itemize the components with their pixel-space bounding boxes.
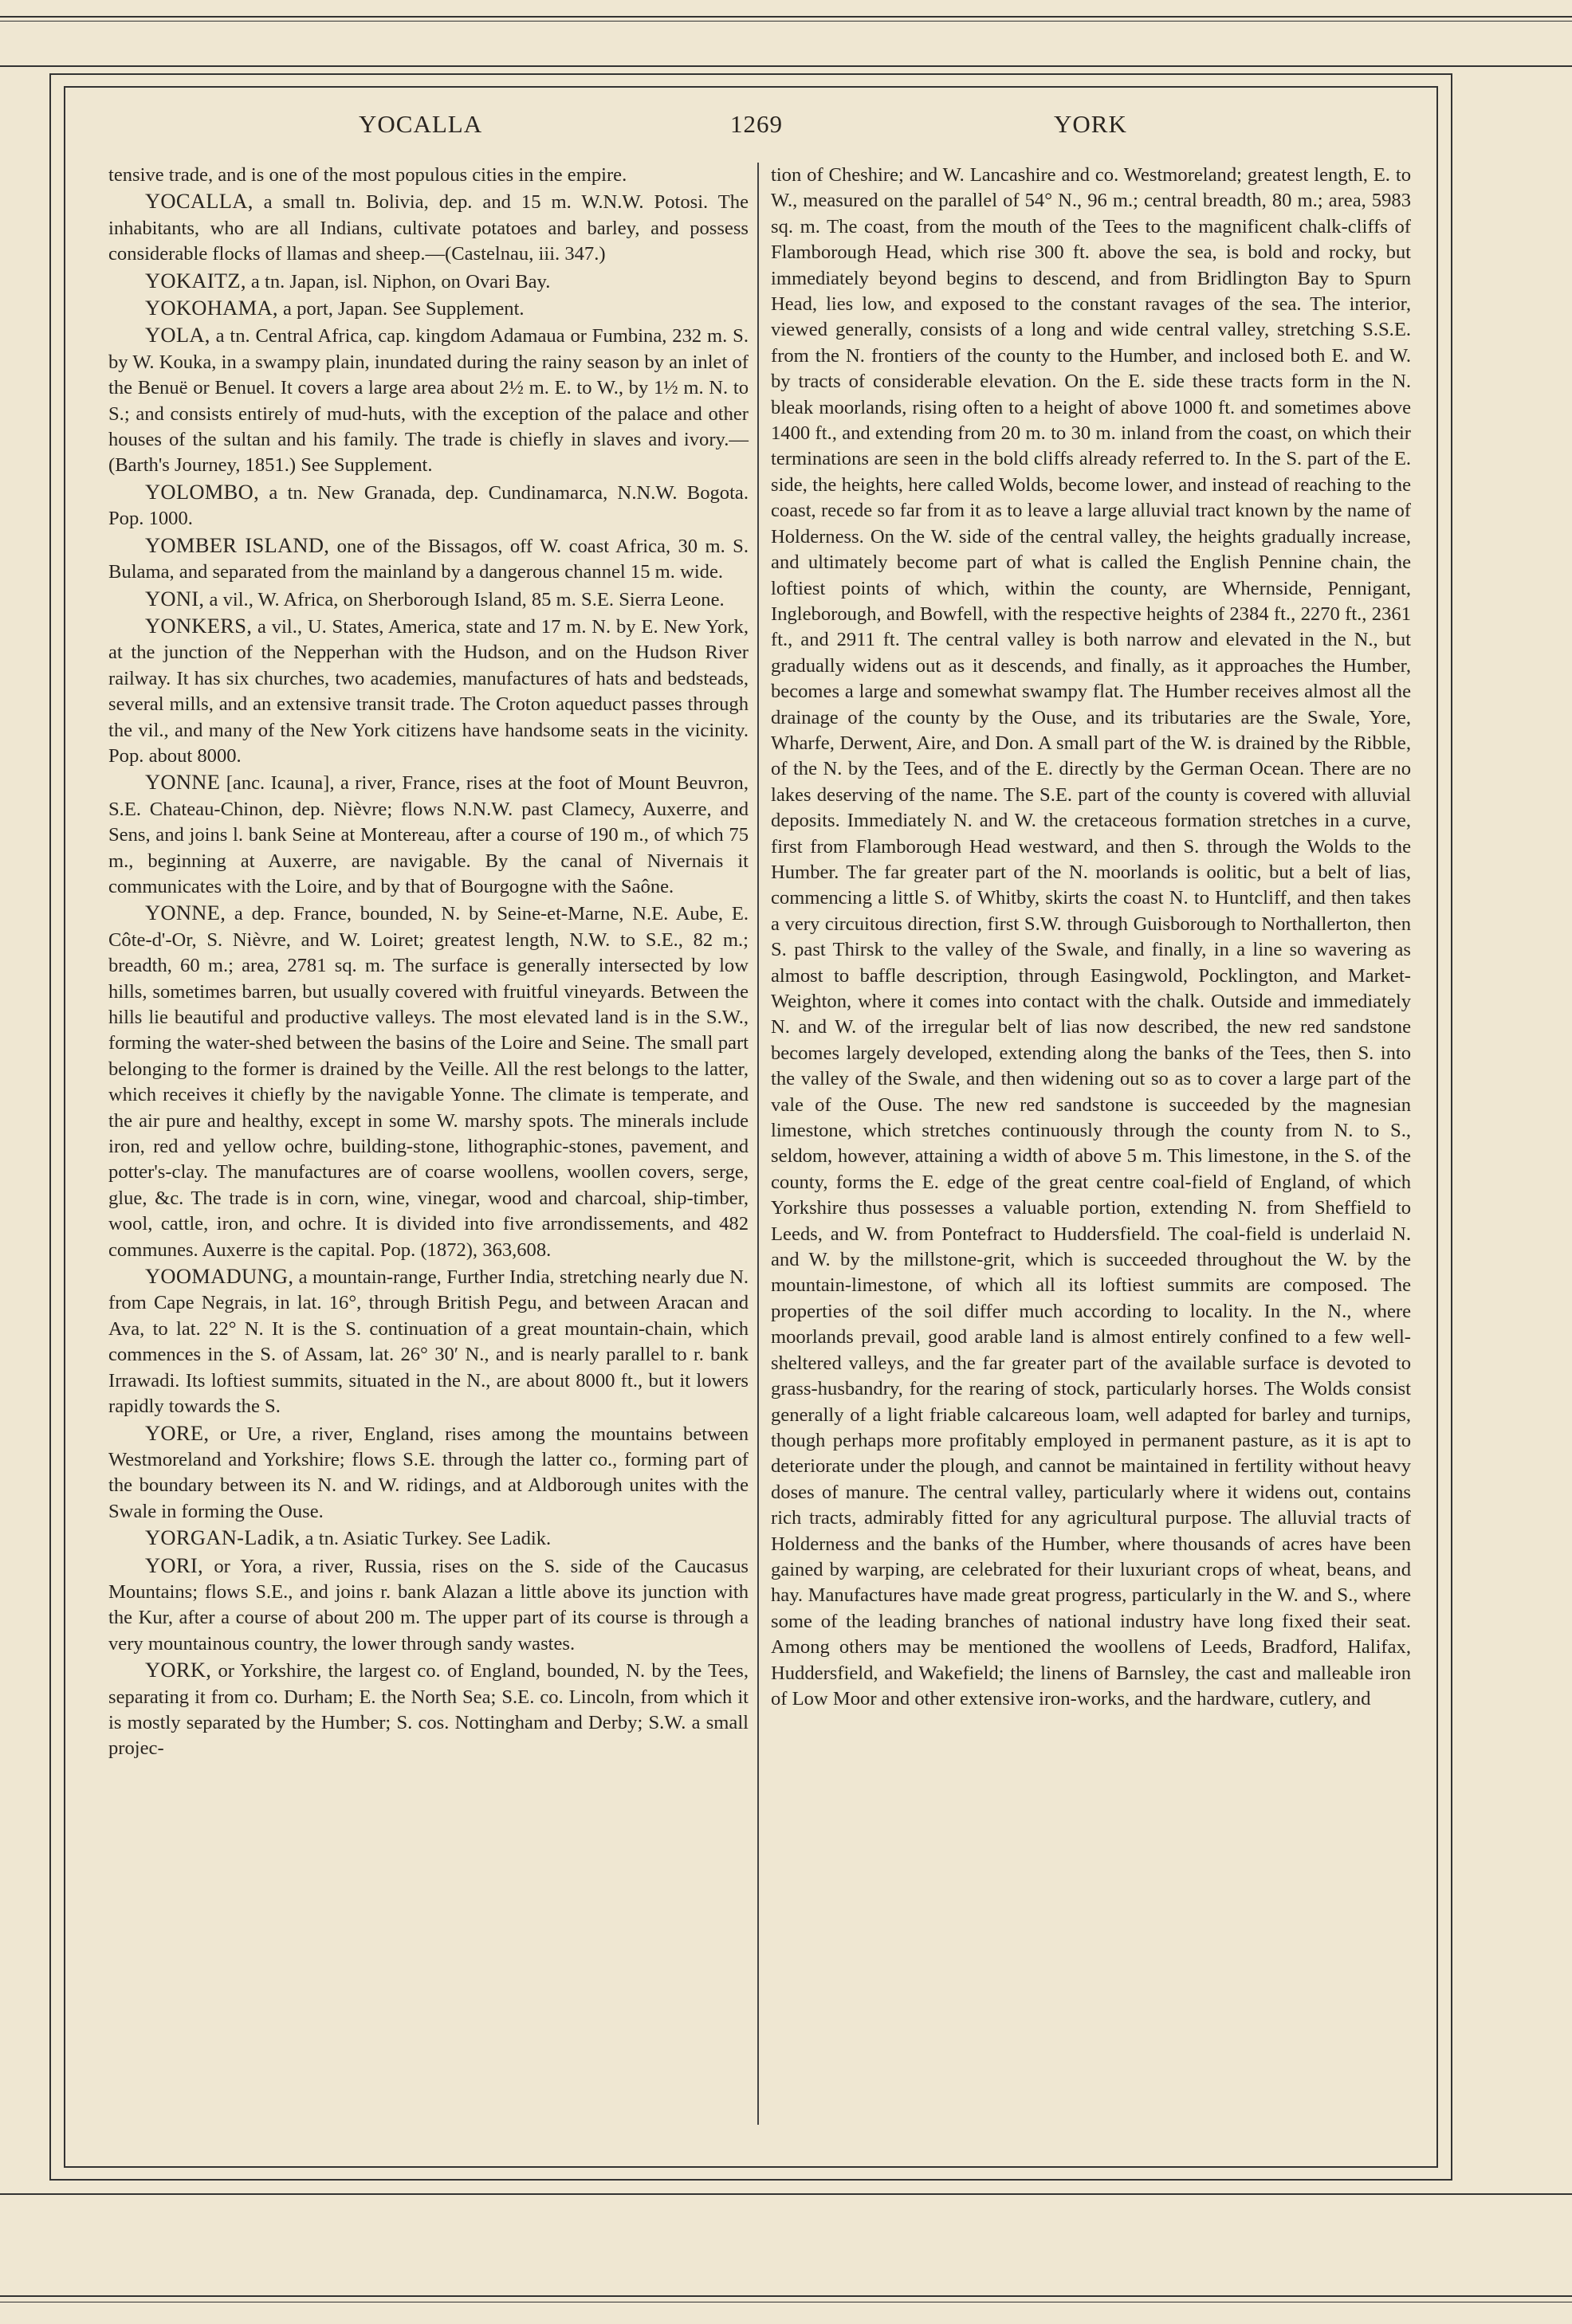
entry-text: a dep. France, bounded, N. by Seine-et-Marne, N.E. Aube, E. Côte-d'-Or, S. Nièvre, and W. Loiret; greatest length, N.W. to S.E., 82 m.; breadth, 60 m.; area, 2781 sq. m. The surface is generally intersected by low hills, sometimes barren, but usually covered with fruitful vineyards. Between the hills lie beautiful and productive valleys. The most elevated land is in the S.W., forming the water-shed between the basins of the Loire and Seine. The small part belonging to the former is drained by the Veille. All the rest belongs to the latter, which receives it chiefly by the navigable Yonne. The climate is temperate, and the air pure and healthy, except in some W. marshy spots. The minerals include iron, red and yellow ochre, building-stone, lithographic-stones, pavement, and potter's-clay. The manufactures are of coarse woollens, woollen covers, serge, glue, &c. The trade is in corn, wine, vinegar, wood and charcoal, ship-timber, wool, cattle, iron, and ochre. It is divided into five arrondissements, and 482 communes. Auxerre is the capital. Pop. (1872), 363,608. bbox=[108, 903, 749, 1261]
entry-headword: YOKAITZ, bbox=[145, 268, 246, 292]
entry-headword: YORGAN-Ladik, bbox=[145, 1525, 301, 1550]
entry-paragraph bbox=[108, 1657, 749, 1762]
left-column bbox=[108, 163, 749, 1762]
entry-paragraph bbox=[108, 1263, 749, 1419]
entry-headword: YOMBER ISLAND, bbox=[145, 532, 330, 557]
entry-text: or Yorkshire, the largest co. of England, bounded, N. by the Tees, separating it from co. Durham; E. the North Sea; S.E. co. Lincoln, from which it is mostly separated by the Humber; S. cos. Nottingham and Derby; S.W. a small projec- bbox=[108, 1660, 749, 1760]
top-rule-3 bbox=[0, 65, 1572, 67]
entry-text: one of the Bissagos, off W. coast Africa, 30 m. S. Bulama, and separated from the mainland by a dangerous channel 15 m. wide. bbox=[108, 535, 749, 583]
entry-headword: YOOMADUNG, bbox=[145, 1264, 294, 1289]
entry-text: a vil., W. Africa, on Sherborough Island, 85 m. S.E. Sierra Leone. bbox=[204, 588, 725, 610]
entry-text: a tn. New Granada, dep. Cundinamarca, N.N.W. Bogota. Pop. 1000. bbox=[108, 481, 749, 530]
entry-paragraph bbox=[108, 479, 749, 532]
entry-paragraph bbox=[108, 1420, 749, 1525]
entry-paragraph bbox=[108, 268, 749, 295]
entry-paragraph bbox=[771, 163, 1411, 1712]
header-left-word: YOCALLA bbox=[359, 110, 483, 138]
entry-headword: YONKERS, bbox=[145, 613, 253, 638]
entry-headword: YONNE bbox=[145, 770, 221, 795]
entry-text: a port, Japan. See Supplement. bbox=[277, 298, 525, 320]
entry-paragraph bbox=[108, 322, 749, 478]
entry-headword: YORI, bbox=[145, 1553, 203, 1577]
entry-text: or Ure, a river, England, rises among the mountains between Westmoreland and Yorkshire; flows S.E. through the latter co., forming part of the boundary between its N. and W. ridings, and at Aldborough unites with the Swale in forming the Ouse. bbox=[108, 1423, 749, 1522]
top-rule-1 bbox=[0, 16, 1572, 18]
entry-text: a tn. Asiatic Turkey. See Ladik. bbox=[300, 1528, 552, 1550]
entry-headword: YOKOHAMA, bbox=[145, 296, 278, 320]
entry-paragraph bbox=[108, 586, 749, 613]
right-column bbox=[771, 163, 1411, 1712]
entry-headword: YOLOMBO, bbox=[145, 479, 259, 504]
entry-text: tion of Cheshire; and W. Lancashire and co. Westmoreland; greatest length, E. to W., measured on the parallel of 54° N., 96 m.; central breadth, 80 m.; area, 5983 sq. m. The coast, from the mouth of the Tees to the magnificent chalk-cliffs of Flamborough Head, which rise 300 ft. above the sea, is bold and rocky, but immediately beyond begins to descend, and from Bridlington Bay to Spurn Head, lies low, and exposed to the constant ravages of the sea. The interior, viewed generally, consists of a long and wide central valley, stretching S.S.E. from the N. frontiers of the county to the Humber, and inclosed both E. and W. by tracts of considerable elevation. On the E. side these tracts form in the N. bleak moorlands, rising often to a height of above 1000 ft. and sometimes above 1400 ft., and extending from 20 m. to 30 m. inland from the coast, on which their terminations are seen in the bold cliffs already referred to. In the S. part of the E. side, the heights, here called Wolds, become lower, and instead of reaching to the coast, recede so far from it as to leave a large alluvial tract known by the name of Holderness. On the W. side of the central valley, the heights gradually increase, and ultimately become part of what is called the English Pennine chain, the loftiest points of which, within the county, are Whernside, Pennigant, Ingleborough, and Bowfell, with the respective heights of 2384 ft., 2270 ft., 2361 ft., and 2911 ft. The central valley is both narrow and elevated in the N., but gradually widens out as it descends, and finally, as it approaches the Humber, becomes a large and somewhat swampy flat. The Humber receives almost all the drainage of the county by the Ouse, and its tributaries are the Swale, Yore, Wharfe, Derwent, Aire, and Don. A small part of the W. is drained by the Ribble, of the N. by the Tees, and of the E. directly by the German Ocean. There are no lakes deserving of the name. The S.E. part of the county is covered with alluvial deposits. Immediately N. and W. the cretaceous formation stretches in a curve, first from Flamborough Head westward, and then S. through the Wolds to the Humber. The far greater part of the N. moorlands is oolitic, but a belt of lias, commencing a little S. of Whitby, skirts the coast N. to Huntcliff, and then takes a very circuitous direction, first S.W. through Guisborough to Northallerton, then S. past Thirsk to the valley of the Swale, and finally, in a line so wavering as almost to baffle description, through Easingwold, Pocklington, and Market-Weighton, where it comes into contact with the chalk. Outside and immediately N. and W. of the irregular belt of lias now described, the new red sandstone becomes largely developed, extending along the banks of the Tees, then S. into the valley of the Swale, and then widening out so as to cover a large part of the vale of the Ouse. The new red sandstone is succeeded by the magnesian limestone, which stretches continuously through the county from N. to S., seldom, however, attaining a width of above 5 m. This limestone, in the S. of the county, forms the E. edge of the great centre coal-field of England, of which Yorkshire thus possesses a valuable portion, extending N. from Sheffield to Leeds, and W. from Pontefract to Huddersfield. The coal-field is underlaid N. and W. by the millstone-grit, which is succeeded throughout the W. by the mountain-limestone, of which all its loftiest summits are composed. The properties of the soil differ much according to locality. In the N., where moorlands prevail, good arable land is almost entirely confined to a few well-sheltered valleys, and the far greater part of the available surface is devoted to grass-husbandry, for the rearing of stock, particularly horses. The Wolds consist generally of a light friable calcareous loam, well adapted for barley and turnips, though perhaps more profitably employed in permanent pasture, as it is apt to deteriorate under the plough, and cannot be maintained in fertility without heavy doses of manure. The central valley, particularly where it widens out, contains rich tracts, admirably fitted for any agricultural purpose. The alluvial tracts of Holderness and the banks of the Humber, where thousands of acres have been gained by warping, are celebrated for their luxuriant crops of wheat, beans, and hay. Manufactures have made great progress, particularly in the W. and S., where some of the leading branches of national industry have long fixed their seat. Among others may be mentioned the woollens of Leeds, Bradford, Halifax, Huddersfield, and Wakefield; the linens of Barnsley, the cast and malleable iron of Low Moor and other extensive iron-works, and the hardware, cutlery, and bbox=[771, 164, 1411, 1710]
entry-paragraph bbox=[108, 188, 749, 267]
column-divider bbox=[757, 163, 759, 2125]
entry-paragraph bbox=[108, 1525, 749, 1552]
entry-text: [anc. Icauna], a river, France, rises at the foot of Mount Beuvron, S.E. Chateau-Chinon, dep. Nièvre; flows N.N.W. past Clamecy, Auxerre, and Sens, and joins l. bank Seine at Montereau, after a course of 190 m., of which 75 m., beginning at Auxerre, are navigable. By the canal of Nivernais it communicates with the Loire, and by that of Bourgogne with the Saône. bbox=[108, 772, 749, 897]
entry-paragraph bbox=[108, 613, 749, 769]
header-right-word: YORK bbox=[1054, 110, 1127, 138]
entry-paragraph bbox=[108, 769, 749, 900]
entry-paragraph bbox=[108, 1553, 749, 1658]
entry-text: a vil., U. States, America, state and 17 m. N. by E. New York, at the junction of the Nepperhan with the Hudson, and on the Hudson River railway. It has six churches, two academies, manufactures of hats and bedsteads, several mills, and an extensive transit trade. The Croton aqueduct passes through the vil., and many of the New York citizens have handsome seats in the vicinity. Pop. about 8000. bbox=[108, 615, 749, 767]
entry-paragraph bbox=[108, 532, 749, 586]
entry-text: or Yora, a river, Russia, rises on the S. side of the Caucasus Mountains; flows S.E., and joins r. bank Alazan a little above its junction with the Kur, after a course of about 200 m. The upper part of its course is through a very mountainous country, the lower through sandy wastes. bbox=[108, 1555, 749, 1655]
top-rule-2 bbox=[0, 21, 1572, 22]
page-number: 1269 bbox=[730, 110, 783, 138]
bottom-rule-1 bbox=[0, 2193, 1572, 2195]
entry-paragraph bbox=[108, 163, 749, 188]
entry-text: a tn. Central Africa, cap. kingdom Adamaua or Fumbina, 232 m. S. by W. Kouka, in a swampy plain, inundated during the rainy season by an inlet of the Benuë or Benuel. It covers a large area about 2½ m. E. to W., by 1½ m. N. to S.; and consists entirely of mud-huts, with the exception of the palace and other houses of the sultan and his family. The trade is chiefly in slaves and ivory.—(Barth's Journey, 1851.) See Supplement. bbox=[108, 325, 749, 477]
entry-headword: YOLA, bbox=[145, 323, 210, 347]
entry-paragraph bbox=[108, 900, 749, 1263]
entry-headword: YONNE, bbox=[145, 901, 226, 925]
entry-text: a mountain-range, Further India, stretching nearly due N. from Cape Negrais, in lat. 16°, through British Pegu, and between Aracan and Ava, to lat. 22° N. It is the S. continuation of a great mountain-chain, which commences in the S. of Assam, lat. 26° 30′ N., and is nearly parallel to r. bank Irrawadi. Its loftiest summits, situated in the N., are about 8000 ft., but it lowers rapidly towards the S. bbox=[108, 1266, 749, 1418]
entry-headword: YOCALLA, bbox=[145, 189, 253, 214]
entry-text: a small tn. Bolivia, dep. and 15 m. W.N.W. Potosi. The inhabitants, who are all Indians, cultivate potatoes and barley, and possess considerable flocks of llamas and sheep.—(Castelnau, iii. 347.) bbox=[108, 191, 749, 265]
entry-headword: YONI, bbox=[145, 586, 205, 610]
entry-text: a tn. Japan, isl. Niphon, on Ovari Bay. bbox=[246, 270, 551, 292]
entry-text: tensive trade, and is one of the most populous cities in the empire. bbox=[108, 164, 627, 186]
running-header bbox=[64, 110, 1435, 150]
entry-paragraph bbox=[108, 295, 749, 322]
entry-headword: YORE, bbox=[145, 1420, 210, 1445]
entry-headword: YORK, bbox=[145, 1658, 212, 1682]
bottom-rule-2 bbox=[0, 2295, 1572, 2297]
